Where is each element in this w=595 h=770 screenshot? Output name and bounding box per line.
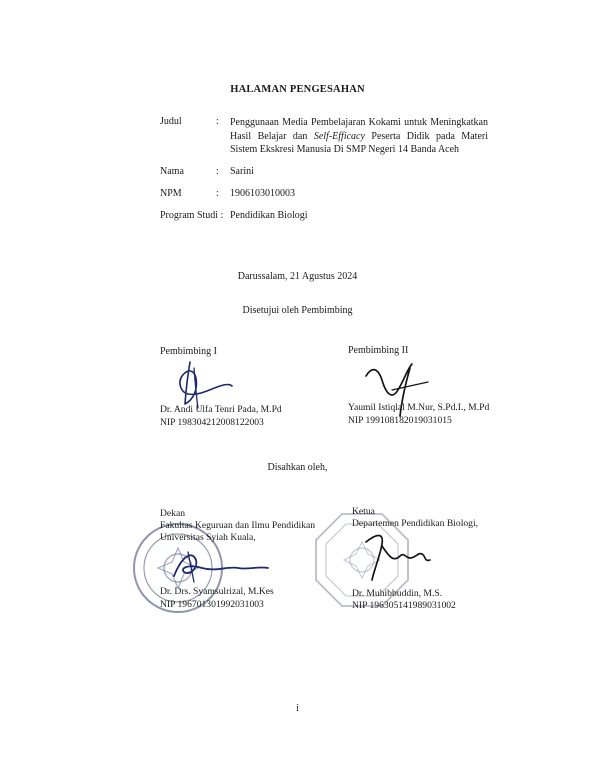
approved-by-heading: Disetujui oleh Pembimbing — [242, 305, 353, 316]
pembimbing2-name: Yaumil Istiqlal M.Nur, S.Pd.I., M.Pd — [348, 402, 490, 413]
judul-label: Judul — [160, 116, 182, 127]
ketua-name: Dr. Muhibbuddin, M.S. — [352, 588, 443, 599]
ketua-role: Ketua — [352, 506, 375, 517]
judul-text-italic: Self-Efficacy — [313, 130, 365, 142]
npm-colon: : — [216, 188, 219, 199]
judul-colon: : — [216, 116, 219, 127]
ketua-unit1: Departemen Pendidikan Biologi, — [352, 518, 479, 529]
judul-text-part1: Penggunaan Media Pembelajaran Kokami untuk Meningkatkan Hasil Belajar dan — [230, 117, 488, 142]
dekan-name: Dr. Drs. Syamsulrizal, M.Kes — [160, 586, 274, 597]
pembimbing1-role: Pembimbing I — [160, 346, 217, 357]
place-date: Darussalam, 21 Agustus 2024 — [237, 271, 358, 282]
dekan-role: Dekan — [160, 508, 186, 519]
npm-label: NPM — [160, 188, 182, 199]
dekan-unit2: Universitas Syiah Kuala, — [160, 532, 256, 543]
pembimbing2-role: Pembimbing II — [348, 345, 409, 356]
page-number: i — [296, 703, 299, 714]
ketua-nip: NIP 196305141989031002 — [352, 600, 456, 611]
ratified-by-heading: Disahkan oleh, — [267, 462, 328, 473]
npm-value: 1906103010003 — [230, 188, 295, 199]
pembimbing1-nip: NIP 198304212008122003 — [160, 417, 264, 428]
dekan-signature — [168, 546, 278, 586]
pembimbing2-nip: NIP 199108182019031015 — [348, 415, 452, 426]
nama-colon: : — [216, 166, 219, 177]
dekan-unit1: Fakultas Keguruan dan Ilmu Pendidikan — [160, 520, 316, 531]
prodi-label: Program Studi : — [160, 210, 224, 221]
nama-label: Nama — [160, 166, 184, 177]
pembimbing1-name: Dr. Andi Ulfa Tenri Pada, M.Pd — [160, 404, 282, 415]
dekan-nip: NIP 196701301992031003 — [160, 599, 264, 610]
judul-value — [230, 116, 488, 157]
ketua-signature — [360, 528, 440, 588]
nama-value: Sarini — [230, 166, 254, 177]
prodi-value: Pendidikan Biologi — [230, 210, 308, 221]
judul-text-part2: Peserta Didik pada Materi Sistem Ekskresi Manusia Di SMP Negeri 14 Banda Aceh — [230, 130, 489, 155]
page-title: HALAMAN PENGESAHAN — [230, 84, 365, 95]
